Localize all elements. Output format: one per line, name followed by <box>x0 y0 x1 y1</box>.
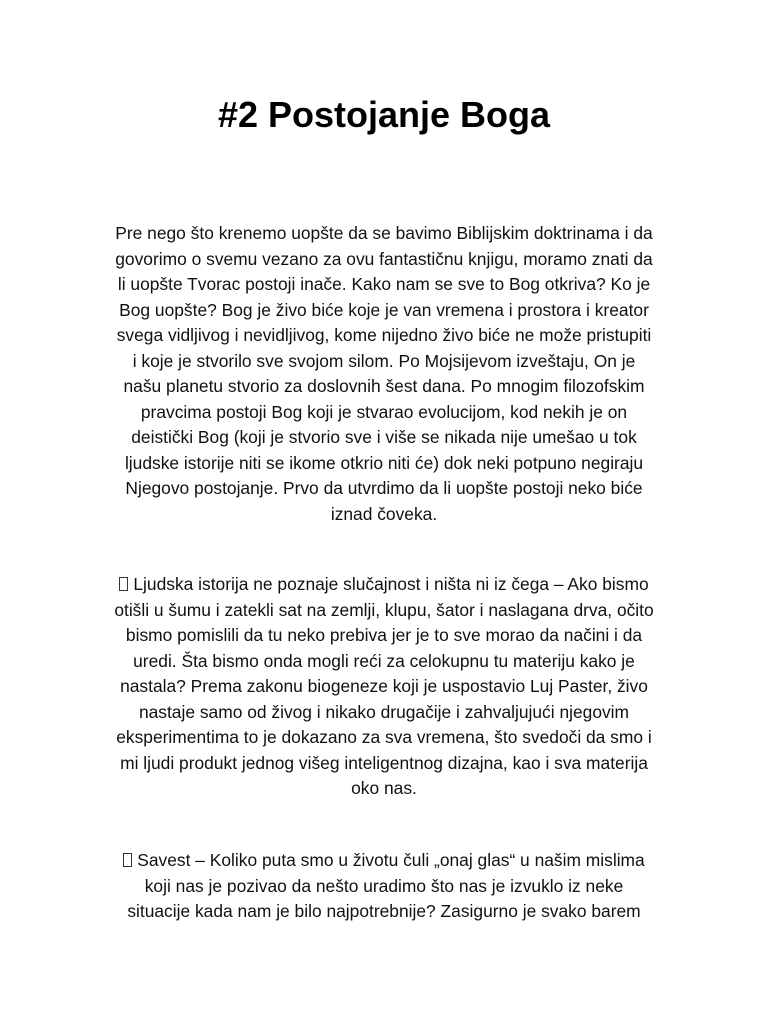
missing-glyph-box-icon <box>123 853 132 867</box>
text-line: oko nas. <box>351 778 417 798</box>
text-line: nastala? Prema zakonu biogeneze koji je uspostavio Luj Paster, živo <box>120 676 648 696</box>
text-line-content: Savest – Koliko puta smo u životu čuli „onaj glas“ u našim mislima <box>137 850 645 870</box>
text-line: svega vidljivog i nevidljivog, kome nijedno živo biće ne može pristupiti <box>116 325 652 345</box>
text-line: nastaje samo od živog i nikako drugačije i zahvaljujući njegovim <box>138 701 630 722</box>
paragraph-conscience <box>86 848 682 925</box>
text-line: ljudske istorije niti se ikome otkrio niti će) dok neki potpuno negiraju <box>124 452 644 473</box>
text-line: deistički Bog (koji je stvorio sve i više se nikada nije umešao u tok <box>131 427 637 447</box>
text-line: mi ljudi produkt jednog višeg inteligentnog dizajna, kao i sva materija <box>120 752 648 773</box>
text-line: koji nas je pozivao da nešto uradimo što nas je izvuklo iz neke <box>144 875 624 896</box>
paragraph-intro <box>86 221 682 527</box>
text-line-content: Ljudska istorija ne poznaje slučajnost i ništa ni iz čega – Ako bismo <box>133 574 649 594</box>
text-line: našu planetu stvorio za doslovnih šest dana. Po mnogim filozofskim <box>123 376 645 396</box>
page-title: #2 Postojanje Boga <box>217 94 551 135</box>
text-line: pravcima postoji Bog koji je stvarao evolucijom, kod nekih je on <box>140 401 628 422</box>
text-line: iznad čoveka. <box>330 503 438 524</box>
text-line: bismo pomislili da tu neko prebiva jer je to sve morao da načini i da <box>125 625 643 645</box>
text-line: li uopšte Tvorac postoji inače. Kako nam se sve to Bog otkriva? Ko je <box>117 274 651 294</box>
text-line: Bog uopšte? Bog je živo biće koje je van vremena i prostora i kreator <box>119 299 649 320</box>
text-line: Njegovo postojanje. Prvo da utvrdimo da li uopšte postoji neko biće <box>125 478 643 498</box>
text-line <box>86 848 682 874</box>
text-line <box>86 572 682 598</box>
text-line: govorimo o svemu vezano za ovu fantastičnu knjigu, moramo znati da <box>115 248 653 269</box>
text-line: Pre nego što krenemo uopšte da se bavimo Biblijskim doktrinama i da <box>115 223 653 243</box>
text-line: uredi. Šta bismo onda mogli reći za celokupnu tu materiju kako je <box>133 650 635 671</box>
missing-glyph-box-icon <box>119 577 128 591</box>
text-line: i koje je stvorilo sve svojom silom. Po Mojsijevom izveštaju, On je <box>132 350 636 371</box>
paragraph-history <box>86 572 682 802</box>
text-line: eksperimentima to je dokazano za sva vremena, što svedoči da smo i <box>116 727 652 747</box>
text-line: situacije kada nam je bilo najpotrebnije? Zasigurno je svako barem <box>127 901 641 921</box>
text-line: otišli u šumu i zatekli sat na zemlji, klupu, šator i naslagana drva, očito <box>114 599 654 620</box>
